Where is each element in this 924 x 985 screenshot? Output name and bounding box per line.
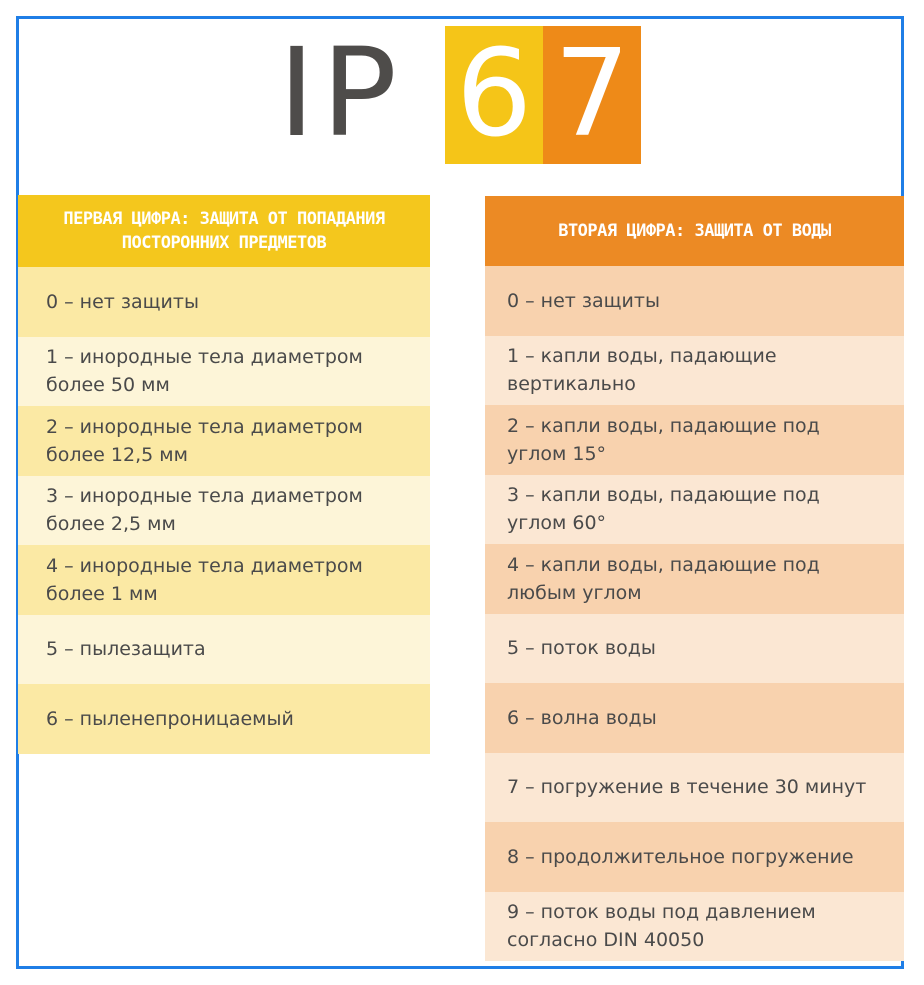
list-item: 7 – погружение в течение 30 минут [485, 753, 904, 823]
first-digit-column [18, 195, 430, 754]
logo-ip-letters: IP [278, 22, 404, 164]
list-item: 3 – инородные тела диаметром более 2,5 мм [18, 476, 430, 546]
logo-digit-7: 7 [543, 26, 641, 164]
list-item: 6 – пыленепроницаемый [18, 684, 430, 754]
second-digit-column [485, 196, 904, 961]
list-item: 6 – волна воды [485, 683, 904, 753]
list-item: 5 – пылезащита [18, 615, 430, 685]
list-item: 8 – продолжительное погружение [485, 822, 904, 892]
list-item: 4 – инородные тела диаметром более 1 мм [18, 545, 430, 615]
list-item: 1 – капли воды, падающие вертикально [485, 336, 904, 406]
list-item: 2 – капли воды, падающие под углом 15° [485, 405, 904, 475]
list-item: 0 – нет защиты [18, 267, 430, 337]
list-item: 2 – инородные тела диаметром более 12,5 мм [18, 406, 430, 476]
logo-digit-6: 6 [445, 26, 543, 164]
second-digit-header: ВТОРАЯ ЦИФРА: ЗАЩИТА ОТ ВОДЫ [485, 196, 904, 266]
list-item: 4 – капли воды, падающие под любым углом [485, 544, 904, 614]
list-item: 0 – нет защиты [485, 266, 904, 336]
list-item: 5 – поток воды [485, 614, 904, 684]
list-item: 9 – поток воды под давлением согласно DIN 40050 [485, 892, 904, 962]
list-item: 1 – инородные тела диаметром более 50 мм [18, 337, 430, 407]
first-digit-header: ПЕРВАЯ ЦИФРА: ЗАЩИТА ОТ ПОПАДАНИЯ ПОСТОРОННИХ ПРЕДМЕТОВ [18, 195, 430, 267]
list-item: 3 – капли воды, падающие под углом 60° [485, 475, 904, 545]
